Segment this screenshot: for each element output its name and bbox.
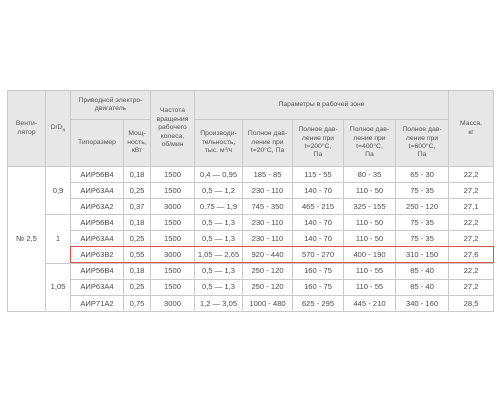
speed-cell: 1500 — [151, 263, 195, 279]
motor-group-header: Приводной электро- двигатель — [71, 91, 151, 120]
pressure-20-header: Полное дав- ление при t=20°С, Па — [243, 120, 293, 167]
p200-cell: 140 - 70 — [293, 215, 344, 231]
p600-cell: 340 - 160 — [396, 295, 449, 311]
table-row — [8, 279, 494, 295]
p200-cell: 570 - 270 — [293, 247, 344, 263]
speed-cell: 1500 — [151, 183, 195, 199]
mass-cell: 22,2 — [449, 167, 494, 183]
p200-cell: 140 - 70 — [293, 183, 344, 199]
dd-group-cell: 1 — [46, 215, 71, 263]
flow-cell: 0,5 — 1,3 — [195, 263, 243, 279]
p400-cell: 325 - 155 — [344, 199, 396, 215]
flow-cell: 0,5 — 1,3 — [195, 231, 243, 247]
p20-cell: 250 - 120 — [243, 263, 293, 279]
mass-cell: 28,5 — [449, 295, 494, 311]
table-row — [8, 263, 494, 279]
table-body — [8, 167, 494, 312]
mass-cell: 27,2 — [449, 183, 494, 199]
p600-cell: 75 - 35 — [396, 183, 449, 199]
p200-cell: 625 - 295 — [293, 295, 344, 311]
p600-cell: 250 - 120 — [396, 199, 449, 215]
p20-cell: 230 - 110 — [243, 183, 293, 199]
mass-cell: 27,2 — [449, 279, 494, 295]
power-cell: 0,25 — [124, 279, 151, 295]
flow-cell: 0,4 — 0,95 — [195, 167, 243, 183]
p400-cell: 400 - 190 — [344, 247, 396, 263]
speed-cell: 3000 — [151, 199, 195, 215]
speed-cell: 3000 — [151, 295, 195, 311]
table-row — [8, 199, 494, 215]
mass-cell: 27,1 — [449, 199, 494, 215]
table-row-highlighted — [8, 247, 494, 263]
p20-cell: 185 - 85 — [243, 167, 293, 183]
p400-cell: 110 - 55 — [344, 263, 396, 279]
type-cell: АИР63А4 — [71, 183, 124, 199]
p600-cell: 75 - 35 — [396, 231, 449, 247]
mass-cell: 27,6 — [449, 247, 494, 263]
type-cell: АИР63В2 — [71, 247, 124, 263]
p600-cell: 85 - 40 — [396, 263, 449, 279]
table-row — [8, 231, 494, 247]
power-cell: 0,18 — [124, 167, 151, 183]
p20-cell: 745 - 350 — [243, 199, 293, 215]
table-row — [8, 295, 494, 311]
speed-cell: 3000 — [151, 247, 195, 263]
params-group-header: Параметры в рабочей зоне — [195, 91, 449, 120]
p20-cell: 250 - 120 — [243, 279, 293, 295]
dd-header: $D/D_н$ — [46, 91, 71, 167]
power-cell: 0,55 — [124, 247, 151, 263]
p600-cell: 65 - 30 — [396, 167, 449, 183]
table-row — [8, 183, 494, 199]
speed-cell: 1500 — [151, 279, 195, 295]
type-cell: АИР56В4 — [71, 263, 124, 279]
mass-cell: 22,2 — [449, 215, 494, 231]
table-row — [8, 215, 494, 231]
table-row — [8, 167, 494, 183]
p200-cell: 160 - 75 — [293, 263, 344, 279]
p600-cell: 85 - 40 — [396, 279, 449, 295]
p20-cell: 230 - 110 — [243, 215, 293, 231]
power-header: Мощ- ность, кВт — [124, 120, 151, 167]
flow-cell: 1,2 — 3,05 — [195, 295, 243, 311]
p400-cell: 110 - 55 — [344, 279, 396, 295]
p400-cell: 110 - 50 — [344, 231, 396, 247]
type-cell: АИР71А2 — [71, 295, 124, 311]
p20-cell: 1000 - 480 — [243, 295, 293, 311]
flow-header: Производи- тельность, тыс. м³/ч — [195, 120, 243, 167]
power-cell: 0,18 — [124, 215, 151, 231]
type-cell: АИР63А4 — [71, 231, 124, 247]
flow-cell: 0,75 — 1,9 — [195, 199, 243, 215]
speed-header: Частота вращения рабочего колеса, об/мин — [151, 91, 195, 167]
p400-cell: 110 - 50 — [344, 183, 396, 199]
flow-cell: 1,05 — 2,65 — [195, 247, 243, 263]
fan-spec-table — [7, 90, 494, 312]
speed-cell: 1500 — [151, 167, 195, 183]
p400-cell: 445 - 210 — [344, 295, 396, 311]
spec-table-container — [7, 90, 493, 312]
power-cell: 0,37 — [124, 199, 151, 215]
power-cell: 0,25 — [124, 231, 151, 247]
type-cell: АИР63А2 — [71, 199, 124, 215]
flow-cell: 0,5 — 1,3 — [195, 215, 243, 231]
flow-cell: 0,5 — 1,3 — [195, 279, 243, 295]
p600-cell: 75 - 35 — [396, 215, 449, 231]
p400-cell: 80 - 35 — [344, 167, 396, 183]
type-cell: АИР56В4 — [71, 167, 124, 183]
power-cell: 0,75 — [124, 295, 151, 311]
dd-group-cell: 0,9 — [46, 167, 71, 215]
flow-cell: 0,5 — 1,2 — [195, 183, 243, 199]
pressure-200-header: Полное дав- ление при t=200°С, Па — [293, 120, 344, 167]
type-cell: АИР63А4 — [71, 279, 124, 295]
type-cell: АИР56В4 — [71, 215, 124, 231]
p200-cell: 465 - 215 — [293, 199, 344, 215]
type-header: Типоразмер — [71, 120, 124, 167]
dd-group-cell: 1,05 — [46, 263, 71, 311]
p200-cell: 140 - 70 — [293, 231, 344, 247]
fan-size-cell: № 2,5 — [8, 167, 46, 312]
pressure-400-header: Полное дав- ление при t=400°С, Па — [344, 120, 396, 167]
p20-cell: 230 - 110 — [243, 231, 293, 247]
pressure-600-header: Полное дав- ление при t=600°С, Па — [396, 120, 449, 167]
p200-cell: 160 - 75 — [293, 279, 344, 295]
power-cell: 0,18 — [124, 263, 151, 279]
speed-cell: 1500 — [151, 231, 195, 247]
fan-header: Венти- лятор — [8, 91, 46, 167]
p200-cell: 115 - 55 — [293, 167, 344, 183]
speed-cell: 1500 — [151, 215, 195, 231]
p20-cell: 920 - 440 — [243, 247, 293, 263]
p600-cell: 310 - 150 — [396, 247, 449, 263]
mass-cell: 27,2 — [449, 231, 494, 247]
power-cell: 0,25 — [124, 183, 151, 199]
p400-cell: 110 - 50 — [344, 215, 396, 231]
mass-header: Масса, кг — [449, 91, 494, 167]
mass-cell: 22,2 — [449, 263, 494, 279]
